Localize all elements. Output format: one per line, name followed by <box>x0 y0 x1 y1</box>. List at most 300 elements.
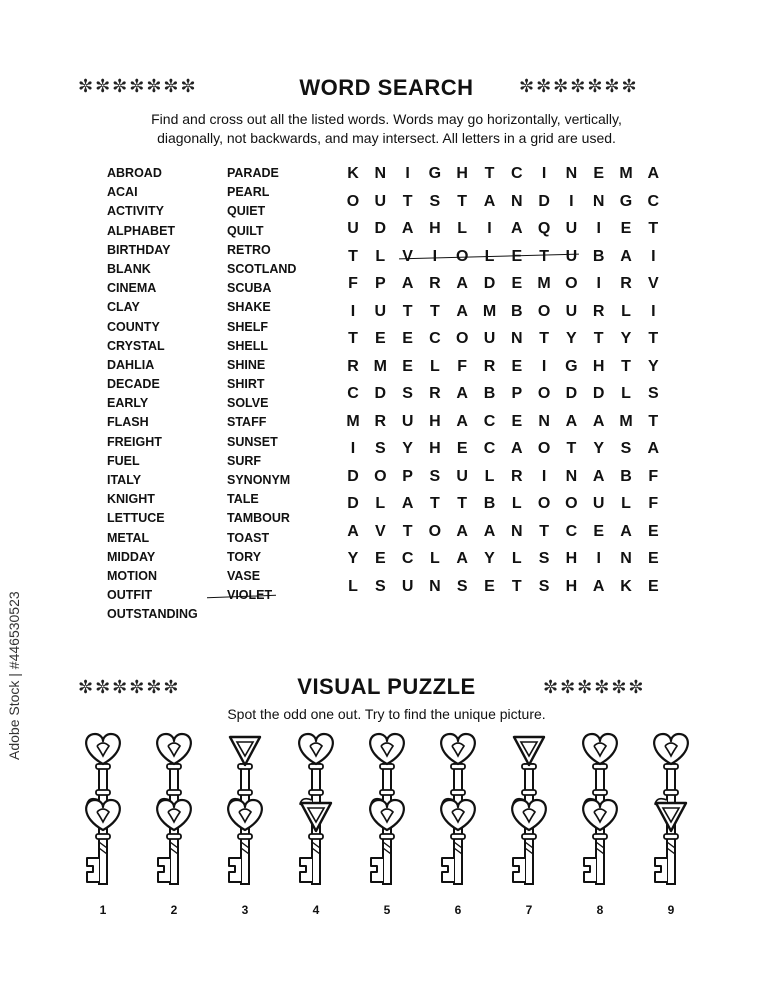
grid-letter: S <box>538 577 550 595</box>
word-list-item <box>107 605 198 624</box>
grid-letter: E <box>647 550 659 567</box>
grid-letter: T <box>648 330 659 347</box>
word-label: MOTION <box>107 568 157 583</box>
word-label: SHAKE <box>227 300 271 315</box>
visual-puzzle-instructions: Spot the odd one out. Try to find the unique picture. <box>227 706 546 722</box>
grid-letter: T <box>511 577 522 595</box>
grid-letter: A <box>456 385 468 402</box>
word-list-column-1 <box>107 164 198 625</box>
grid-letter: T <box>539 247 549 265</box>
grid-letter: N <box>429 577 441 595</box>
grid-letter: T <box>539 522 549 540</box>
grid-letter: L <box>430 357 440 375</box>
word-list-item <box>107 298 198 317</box>
word-list-item <box>227 567 296 586</box>
word-label: PARADE <box>227 166 279 180</box>
grid-letter: U <box>401 577 414 595</box>
grid-letter: U <box>565 302 578 320</box>
grid-letter: U <box>401 412 414 430</box>
grid-letter: U <box>565 247 578 265</box>
grid-letter: A <box>456 522 468 540</box>
grid-letter: I <box>487 220 492 237</box>
grid-letter: R <box>347 357 359 375</box>
word-list-item <box>227 394 296 413</box>
stock-watermark: Adobe Stock | #446530523 <box>6 591 22 760</box>
word-search-title: WORD SEARCH <box>299 75 474 100</box>
grid-letter: A <box>592 412 605 430</box>
word-list-item <box>107 260 198 279</box>
grid-letter: U <box>347 220 359 237</box>
grid-letter: L <box>484 467 495 485</box>
grid-letter: Y <box>484 550 495 567</box>
grid-letter: L <box>348 577 358 595</box>
grid-letter: U <box>565 220 578 237</box>
grid-letter: E <box>484 577 495 595</box>
grid-letter: S <box>429 467 441 485</box>
grid-letter: L <box>457 220 468 237</box>
grid-letter: I <box>432 247 438 265</box>
grid-letter: D <box>347 495 359 512</box>
word-label: DECADE <box>107 377 160 392</box>
key-picture-3 <box>228 737 262 917</box>
grid-letter: T <box>348 330 358 347</box>
grid-letter: K <box>620 577 632 595</box>
word-list-item <box>107 413 198 432</box>
grid-letter: T <box>402 192 413 210</box>
grid-letter: A <box>456 302 468 320</box>
grid-letter: M <box>619 165 633 182</box>
word-list-item <box>107 356 198 375</box>
grid-letter: M <box>619 412 633 430</box>
grid-letter: L <box>375 247 386 265</box>
word-list-item <box>107 337 198 356</box>
word-list-item <box>227 241 296 260</box>
word-list-item <box>107 279 198 298</box>
grid-letter: T <box>648 412 659 430</box>
word-list-item <box>227 298 296 317</box>
grid-letter: I <box>541 357 547 375</box>
grid-letter: C <box>347 385 359 402</box>
word-label: SYNONYM <box>227 473 291 487</box>
flower-icon: ✼✼✼✼✼✼ <box>543 677 646 697</box>
grid-letter: F <box>648 467 659 485</box>
grid-letter: U <box>374 302 387 320</box>
grid-letter: C <box>565 522 578 540</box>
word-label: SHINE <box>227 357 266 372</box>
word-list-item <box>227 413 296 432</box>
grid-letter: A <box>620 247 632 265</box>
word-label: ALPHABET <box>107 223 176 238</box>
word-list-item <box>107 433 198 452</box>
grid-letter: S <box>374 440 386 457</box>
word-label: ACTIVITY <box>107 204 164 219</box>
grid-letter: S <box>647 385 659 402</box>
word-list-item <box>227 490 296 509</box>
grid-letter: A <box>456 412 468 430</box>
grid-letter: I <box>405 165 410 182</box>
grid-letter: U <box>456 467 468 485</box>
grid-letter: M <box>537 275 551 292</box>
grid-letter: M <box>482 302 497 320</box>
grid-letter: L <box>621 385 631 402</box>
grid-letter: H <box>429 412 441 430</box>
grid-letter: F <box>348 275 358 292</box>
grid-letter: E <box>374 550 386 567</box>
word-search-instructions <box>0 110 773 148</box>
word-label: STAFF <box>227 415 267 430</box>
key-number: 1 <box>99 903 107 917</box>
word-label: LETTUCE <box>107 511 165 526</box>
word-list-item <box>227 586 296 605</box>
grid-letter: T <box>457 495 468 512</box>
word-list-item <box>227 222 296 241</box>
word-list-item <box>107 490 198 509</box>
grid-letter: O <box>537 440 551 457</box>
grid-letter: I <box>596 220 601 237</box>
key-number: 3 <box>241 903 249 917</box>
grid-letter: D <box>347 467 359 485</box>
grid-letter: T <box>430 495 440 512</box>
grid-letter: U <box>592 495 605 512</box>
instructions-line-1: Find and cross out all the listed words. Words may go horizontally, vertically, <box>151 111 622 127</box>
grid-letter: R <box>511 467 523 485</box>
grid-letter: B <box>592 247 605 265</box>
grid-letter: N <box>565 165 578 182</box>
word-list-item <box>227 471 296 490</box>
grid-letter: R <box>429 385 441 402</box>
word-label: QUIET <box>227 204 266 219</box>
key-picture-2 <box>157 734 191 917</box>
key-picture-9 <box>654 734 688 917</box>
key-number: 4 <box>312 903 320 917</box>
grid-letter: I <box>651 247 656 265</box>
grid-letter: I <box>596 550 601 567</box>
grid-letter: D <box>592 385 605 402</box>
grid-letter: N <box>511 522 523 540</box>
grid-letter: E <box>402 330 413 347</box>
word-list-item <box>107 183 198 202</box>
word-label: SHELF <box>227 319 268 334</box>
grid-letter: T <box>566 440 577 457</box>
grid-letter: G <box>619 192 633 210</box>
grid-letter: M <box>346 412 360 430</box>
grid-letter: T <box>348 247 358 265</box>
grid-letter: E <box>511 275 523 292</box>
grid-letter: O <box>374 467 387 485</box>
key-number: 7 <box>525 903 533 917</box>
grid-letter: S <box>538 550 550 567</box>
word-list-item <box>227 433 296 452</box>
key-number: 9 <box>667 903 675 917</box>
word-list-item <box>107 452 198 471</box>
grid-letter: B <box>483 385 496 402</box>
word-label: SHIRT <box>227 377 265 392</box>
grid-letter: S <box>456 577 468 595</box>
grid-letter: S <box>620 440 632 457</box>
grid-letter: E <box>402 357 413 375</box>
letter-grid <box>342 164 678 614</box>
word-list-item <box>107 509 198 528</box>
word-list-item <box>107 222 198 241</box>
word-list-item <box>227 529 296 548</box>
grid-letter: A <box>511 440 523 457</box>
grid-letter: H <box>565 577 578 595</box>
grid-letter: N <box>511 330 523 347</box>
grid-letter: D <box>374 220 387 237</box>
grid-letter: C <box>483 440 496 457</box>
grid-letter: G <box>565 357 578 375</box>
word-label: FUEL <box>107 453 140 468</box>
grid-letter: A <box>483 192 496 210</box>
grid-letter: T <box>593 330 604 347</box>
grid-letter: E <box>511 247 523 265</box>
grid-letter: R <box>483 357 496 375</box>
grid-letter: N <box>620 550 632 567</box>
grid-letter: C <box>647 192 660 210</box>
grid-letter: Y <box>620 330 632 347</box>
word-label: DAHLIA <box>107 357 155 372</box>
grid-letter: H <box>429 220 441 237</box>
word-list-item <box>227 375 296 394</box>
grid-letter: A <box>347 522 359 540</box>
grid-letter: P <box>511 385 523 402</box>
grid-letter: O <box>455 330 469 347</box>
grid-letter: H <box>592 357 605 375</box>
visual-puzzle-title: VISUAL PUZZLE <box>297 674 476 699</box>
word-label: RETRO <box>227 242 271 257</box>
word-list-item <box>227 164 296 183</box>
grid-letter: A <box>401 495 414 512</box>
word-label: METAL <box>107 530 150 545</box>
key-number: 2 <box>170 903 178 917</box>
word-label: FREIGHT <box>107 434 162 449</box>
grid-letter: P <box>402 467 413 485</box>
grid-letter: A <box>401 275 414 292</box>
word-label: KNIGHT <box>107 492 155 507</box>
grid-letter: D <box>374 385 387 402</box>
key-picture-6 <box>441 734 475 917</box>
word-label: TAMBOUR <box>227 511 290 526</box>
grid-letter: A <box>456 275 468 292</box>
key-pictures <box>0 730 773 930</box>
word-list-item <box>107 529 198 548</box>
grid-letter: C <box>401 550 414 567</box>
word-list-item <box>227 202 296 221</box>
grid-letter: L <box>375 495 386 512</box>
grid-letter: S <box>374 577 386 595</box>
grid-letter: Y <box>647 357 659 375</box>
grid-letter: K <box>347 165 359 182</box>
grid-letter: A <box>592 577 605 595</box>
grid-letter: Q <box>537 220 551 237</box>
grid-letter: A <box>511 220 523 237</box>
grid-letter: D <box>538 192 550 210</box>
word-list-item <box>107 375 198 394</box>
grid-letter: I <box>596 275 601 292</box>
grid-letter: A <box>565 412 578 430</box>
grid-letter: O <box>565 495 578 512</box>
grid-letter: L <box>621 302 631 320</box>
grid-letter: V <box>647 275 659 292</box>
word-label: SOLVE <box>227 396 269 411</box>
grid-letter: S <box>429 192 441 210</box>
grid-letter: N <box>374 165 387 182</box>
flower-icon: ✼✼✼✼✼✼✼ <box>78 76 198 96</box>
key-picture-8 <box>583 734 617 917</box>
grid-letter: A <box>647 440 660 457</box>
word-label: TOAST <box>227 530 270 545</box>
word-list-column-2 <box>227 164 296 605</box>
grid-letter: O <box>537 302 551 320</box>
grid-letter: T <box>457 192 468 210</box>
grid-letter: F <box>648 495 659 512</box>
grid-letter: R <box>374 412 387 430</box>
word-label: CRYSTAL <box>107 338 165 353</box>
grid-letter: N <box>511 192 523 210</box>
grid-letter: I <box>541 165 547 182</box>
grid-letter: R <box>429 275 441 292</box>
word-list-item <box>227 452 296 471</box>
grid-letter: O <box>428 522 442 540</box>
word-label: PEARL <box>227 185 270 200</box>
grid-letter: A <box>401 220 414 237</box>
grid-letter: O <box>537 385 551 402</box>
key-picture-4 <box>299 734 333 917</box>
grid-letter: E <box>456 440 468 457</box>
word-label: SCOTLAND <box>227 261 297 276</box>
grid-letter: I <box>541 467 547 485</box>
word-list-item <box>107 164 198 183</box>
grid-letter: I <box>350 440 356 457</box>
grid-letter: E <box>511 357 523 375</box>
grid-letter: U <box>483 330 496 347</box>
grid-letter: N <box>592 192 605 210</box>
word-label: VIOLET <box>227 586 272 605</box>
grid-letter: Y <box>347 550 359 567</box>
grid-letter: R <box>592 302 605 320</box>
grid-letter: D <box>565 385 578 402</box>
word-list-item <box>227 548 296 567</box>
word-label: COUNTY <box>107 319 160 334</box>
word-list-item <box>107 471 198 490</box>
word-label: TORY <box>227 549 262 564</box>
word-label: SHELL <box>227 338 268 353</box>
word-list-item <box>227 337 296 356</box>
grid-letter: A <box>592 467 605 485</box>
grid-letter: T <box>402 522 413 540</box>
grid-letter: E <box>620 220 632 237</box>
key-picture-1 <box>86 734 120 917</box>
grid-letter: E <box>511 412 523 430</box>
grid-letter: L <box>511 550 522 567</box>
grid-letter: S <box>402 385 413 402</box>
word-list-item <box>107 241 198 260</box>
grid-letter: N <box>565 467 578 485</box>
word-list-item <box>227 260 296 279</box>
grid-letter: Y <box>566 330 577 347</box>
grid-letter: E <box>647 577 659 595</box>
grid-letter: B <box>483 495 496 512</box>
word-label: BIRTHDAY <box>107 242 171 257</box>
word-label: TALE <box>227 492 259 507</box>
word-label: VASE <box>227 568 261 583</box>
word-label: FLASH <box>107 415 149 430</box>
word-list-item <box>227 318 296 337</box>
grid-letter: O <box>565 275 578 292</box>
grid-letter: P <box>374 275 386 292</box>
grid-letter: I <box>350 302 356 320</box>
grid-letter: A <box>456 550 468 567</box>
grid-letter: T <box>402 302 413 320</box>
grid-letter: V <box>374 522 386 540</box>
keys-drawing <box>0 730 773 930</box>
grid-letter: C <box>483 412 496 430</box>
grid-letter: Y <box>402 440 413 457</box>
grid-letter: C <box>511 165 523 182</box>
grid-letter: L <box>621 495 631 512</box>
grid-letter: T <box>539 330 549 347</box>
grid-letter: M <box>373 357 387 375</box>
grid-letter: C <box>429 330 441 347</box>
key-number: 5 <box>383 903 391 917</box>
grid-letter: U <box>374 192 387 210</box>
key-number: 6 <box>454 903 462 917</box>
word-label: CLAY <box>107 300 140 315</box>
grid-letter: A <box>620 522 632 540</box>
grid-letter: T <box>484 165 495 182</box>
grid-letter: H <box>565 550 578 567</box>
word-list-item <box>107 318 198 337</box>
word-label: OUTFIT <box>107 588 153 603</box>
word-label: CINEMA <box>107 281 157 296</box>
word-label: QUILT <box>227 223 264 238</box>
grid-letter: T <box>430 302 440 320</box>
word-label: EARLY <box>107 396 149 411</box>
word-label: ABROAD <box>107 166 162 180</box>
grid-letter: G <box>428 165 442 182</box>
grid-letter: A <box>483 522 496 540</box>
grid-letter: L <box>430 550 440 567</box>
grid-letter: E <box>593 165 605 182</box>
word-list-item <box>107 567 198 586</box>
flower-icon: ✼✼✼✼✼✼✼ <box>519 76 639 96</box>
word-list-item <box>227 356 296 375</box>
word-label: BLANK <box>107 261 151 276</box>
grid-letter: O <box>346 192 360 210</box>
grid-letter: L <box>484 247 495 265</box>
word-list-item <box>107 202 198 221</box>
grid-letter: B <box>620 467 632 485</box>
word-label: OUTSTANDING <box>107 607 198 622</box>
grid-letter: E <box>374 330 386 347</box>
word-label: SUNSET <box>227 434 278 449</box>
word-list-item <box>227 509 296 528</box>
grid-letter: A <box>647 165 660 182</box>
grid-letter: H <box>429 440 441 457</box>
word-list-item <box>107 548 198 567</box>
grid-letter: O <box>537 495 551 512</box>
flower-icon: ✼✼✼✼✼✼ <box>78 677 181 697</box>
word-list-item <box>227 279 296 298</box>
key-picture-7 <box>512 737 546 917</box>
grid-letter: O <box>455 247 469 265</box>
word-list-item <box>107 586 198 605</box>
grid-letter: B <box>511 302 523 320</box>
grid-letter: H <box>456 165 468 182</box>
word-list-item <box>107 394 198 413</box>
grid-letter: T <box>621 357 631 375</box>
grid-letter: L <box>511 495 522 512</box>
